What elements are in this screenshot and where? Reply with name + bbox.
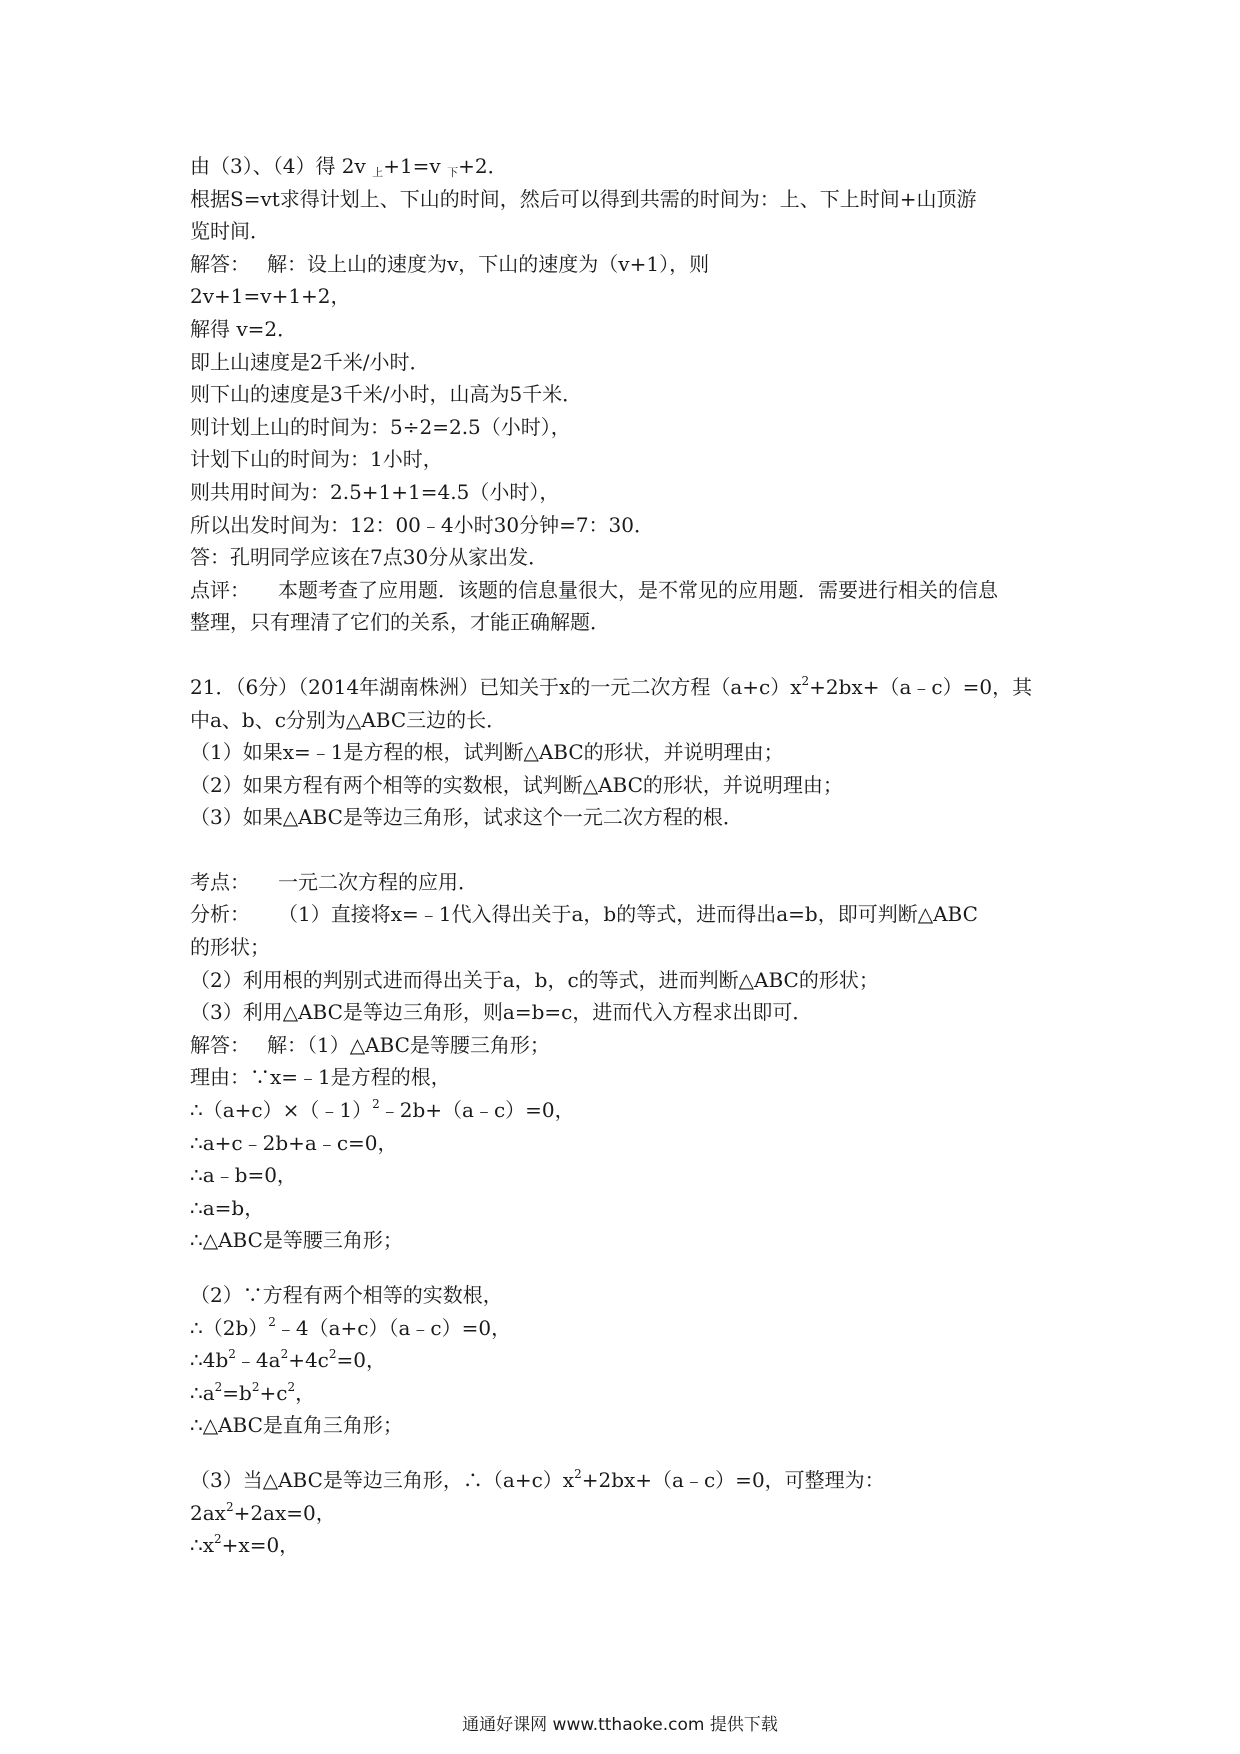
text-line: （2）∵方程有两个相等的实数根， [190, 1283, 503, 1307]
text-line: 理由：∵x=﹣1是方程的根， [190, 1065, 451, 1090]
text-line: （2）利用根的判别式进而得出关于a，b，c的等式，进而判断△ABC的形状； [190, 967, 879, 992]
text-line: ∴a=b， [190, 1195, 265, 1220]
text-line: ∴△ABC是直角三角形； [190, 1413, 403, 1438]
text-line: 答：孔明同学应该在7点30分从家出发． [190, 545, 549, 570]
problem-title: 21．（6分）（2014年湖南株洲）已知关于x的一元二次方程$(a+c)x^2+2bx+(a﹣c)=0$，其 [190, 673, 1033, 699]
spacer [190, 639, 1070, 671]
text-line: 则计划上山的时间为：5÷2=2.5（小时）， [190, 414, 571, 439]
kaodian-line: 考点： 一元二次方程的应用． [190, 869, 478, 894]
text-line: 则下山的速度是3千米/小时，山高为5千米． [190, 382, 583, 407]
text-line: 即上山速度是2千米/小时． [190, 349, 430, 374]
text-line: 计划下山的时间为：1小时， [190, 447, 443, 472]
question-3: （3）如果△ABC是等边三角形，试求这个一元二次方程的根． [190, 805, 743, 830]
text-line: 所以出发时间为：12：00﹣4小时30分钟=7：30． [190, 512, 655, 537]
analysis-heading: 分析： （1）直接将x=﹣1代入得出关于a，b的等式，进而得出a=b，即可判断△ABC [190, 902, 978, 927]
text-line: 则共用时间为：2.5+1+1=4.5（小时）， [190, 479, 560, 504]
text-line: ∴a﹣b=0， [190, 1163, 297, 1188]
text-line: （3）利用△ABC是等边三角形，则a=b=c，进而代入方程求出即可． [190, 1000, 813, 1025]
solution-heading: 解答： 解：（1）△ABC是等腰三角形； [190, 1032, 550, 1057]
math-line: （3）当△ABC是等边三角形，$\therefore(a+c)x^2+2bx+(a﹣c)=0$，可整理为： [190, 1466, 885, 1492]
text-line: 中a、b、c分别为△ABC三边的长． [190, 707, 507, 732]
spacer [190, 834, 1070, 866]
math-line: $\therefore a^2=b^2+c^2$， [190, 1379, 316, 1405]
text-line: 的形状； [190, 935, 270, 960]
math-line: $2ax^2+2ax=0$， [190, 1499, 336, 1525]
review-heading: 点评： 本题考查了应用题．该题的信息量很大，是不常见的应用题．需要进行相关的信息 [190, 577, 998, 602]
text-line: 2v+1=v+1+2， [190, 284, 351, 309]
solution-heading: 解答： 解：设上山的速度为v，下山的速度为（v+1），则 [190, 251, 710, 276]
question-1: （1）如果x=﹣1是方程的根，试判断△ABC的形状，并说明理由； [190, 740, 784, 765]
text-line: ∴a+c﹣2b+a﹣c=0， [190, 1130, 398, 1155]
page-footer: 通通好课网 www.tthaoke.com 提供下载 [462, 1715, 778, 1735]
spacer [190, 1257, 1070, 1279]
text-line: 由（3）、（4）得 2v $_上$+1=v $_下$+2． [190, 154, 508, 179]
text-line: 根据S=vt求得计划上、下山的时间，然后可以得到共需的时间为：上、下上时间+山顶游 [190, 186, 977, 211]
math-line: ∴（a+c）×（﹣1）$^2$﹣2b+（a﹣c）=0， [190, 1097, 575, 1123]
text-line: 解得 v=2． [190, 316, 298, 341]
document-page [190, 150, 1070, 1562]
text-line: 览时间． [190, 219, 270, 244]
text-line: 整理，只有理清了它们的关系，才能正确解题． [190, 610, 610, 635]
math-line: $\therefore 4b^2﹣4a^2+4c^2=0$， [190, 1347, 387, 1373]
spacer [190, 1442, 1070, 1464]
math-line: $\therefore(2b)^2﹣4(a+c)(a﹣c)=0$， [190, 1314, 512, 1340]
math-line: $\therefore x^2+x=0$， [190, 1532, 300, 1558]
text-line: ∴△ABC是等腰三角形； [190, 1228, 403, 1253]
question-2: （2）如果方程有两个相等的实数根，试判断△ABC的形状，并说明理由； [190, 772, 843, 797]
